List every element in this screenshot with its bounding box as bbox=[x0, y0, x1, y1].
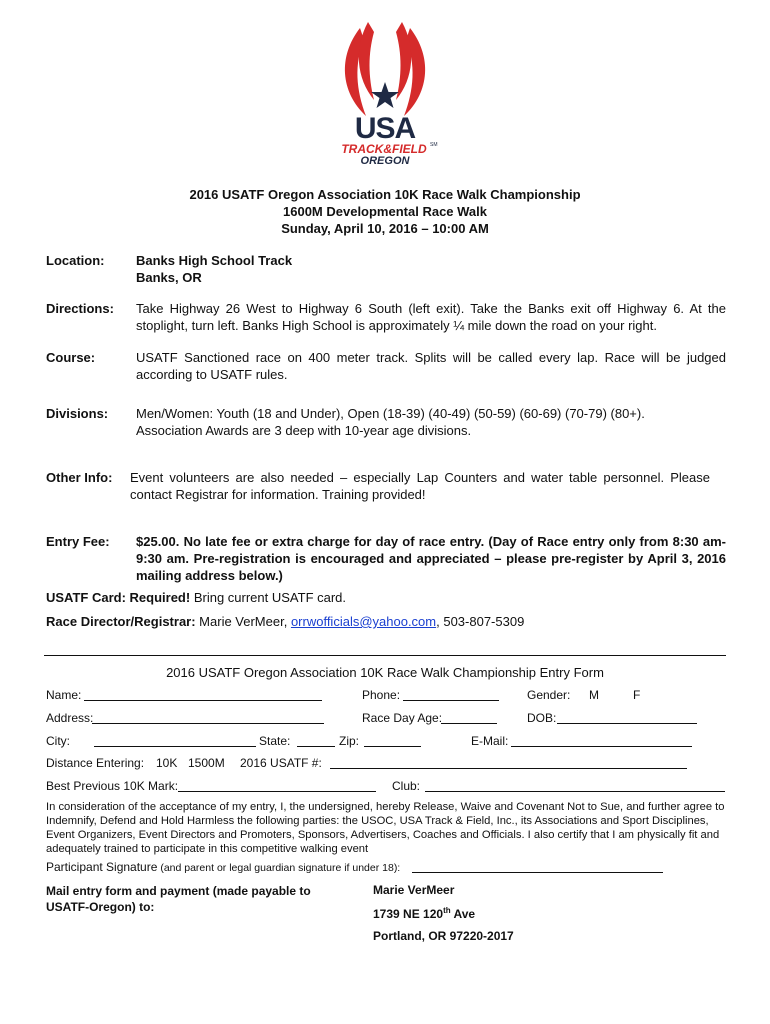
logo-oregon-text: OREGON bbox=[360, 155, 410, 167]
mail-street bbox=[373, 906, 475, 921]
phone-field[interactable] bbox=[403, 700, 499, 701]
dob-label: DOB: bbox=[527, 711, 557, 725]
page-title: 2016 USATF Oregon Association 10K Race Walk Championship bbox=[189, 187, 581, 202]
dob-field[interactable] bbox=[557, 723, 697, 724]
location-line-1: Banks High School Track bbox=[136, 253, 293, 268]
usatf-card-text: Bring current USATF card. bbox=[190, 590, 347, 605]
usatf-card-row bbox=[46, 590, 346, 605]
gender-label: Gender: bbox=[527, 688, 571, 702]
name-field[interactable] bbox=[84, 700, 322, 701]
usatf-card-label: USATF Card: Required! bbox=[46, 590, 191, 605]
divisions-line-2: Association Awards are 3 deep with 10-year age divisions. bbox=[136, 423, 472, 438]
email-field[interactable] bbox=[511, 746, 692, 747]
logo-sm-mark: SM bbox=[430, 142, 438, 148]
section-divider bbox=[44, 655, 726, 656]
mail-recipient-name: Marie VerMeer bbox=[373, 883, 455, 897]
gender-option-f[interactable]: F bbox=[633, 688, 641, 702]
event-date: Sunday, April 10, 2016 – 10:00 AM bbox=[281, 221, 489, 236]
state-label: State: bbox=[259, 734, 291, 748]
club-label: Club: bbox=[392, 779, 421, 793]
race-director-name: Marie VerMeer, bbox=[195, 614, 291, 629]
city-label: City: bbox=[46, 734, 70, 748]
directions-text: Take Highway 26 West to Highway 6 South (left exit). Take the Banks exit off Highway 6. At the stoplight, turn left. Banks High School is approximately ¼ mile down the road on your right. bbox=[136, 301, 726, 333]
page-subtitle: 1600M Developmental Race Walk bbox=[283, 204, 487, 219]
directions-label: Directions: bbox=[46, 301, 114, 316]
signature-field[interactable] bbox=[412, 872, 663, 873]
race-director-phone: , 503-807-5309 bbox=[436, 614, 525, 629]
logo-trackfield-text: TRACK&FIELD bbox=[341, 142, 427, 156]
signature-row bbox=[46, 860, 400, 874]
divisions-label: Divisions: bbox=[46, 406, 109, 421]
divisions-line-1: Men/Women: Youth (18 and Under), Open (18-39) (40-49) (50-59) (60-69) (70-79) (80+). bbox=[136, 406, 645, 421]
other-info-label: Other Info: bbox=[46, 470, 113, 485]
phone-label: Phone: bbox=[362, 688, 401, 702]
zip-label: Zip: bbox=[339, 734, 360, 748]
gender-option-m[interactable]: M bbox=[589, 688, 599, 702]
address-field[interactable] bbox=[92, 723, 324, 724]
waiver-text: In consideration of the acceptance of my entry, I, the undersigned, hereby Release, Waive and Covenant Not to Sue, and further agree to Indemnify, Defend and Hold Harmless the following parties: the USOC, USA Track & Field, Inc., its Associations and Sport Disciplines, Event Organizers, Event Directors and Promoters, Sponsors, Advertisers, Coaches and Officials. I also certify that I am physically fit and adequately trained to participate in this competitive walking event bbox=[46, 801, 725, 855]
state-field[interactable] bbox=[297, 746, 335, 747]
race-day-age-field[interactable] bbox=[441, 723, 497, 724]
usatf-number-label: 2016 USATF #: bbox=[240, 756, 322, 770]
race-director-row bbox=[46, 614, 524, 629]
distance-option-10k[interactable]: 10K bbox=[156, 756, 178, 770]
distance-label: Distance Entering: bbox=[46, 756, 145, 770]
entry-form-title: 2016 USATF Oregon Association 10K Race Walk Championship Entry Form bbox=[166, 665, 604, 680]
course-text: USATF Sanctioned race on 400 meter track. Splits will be called every lap. Race will be judged according to USATF rules. bbox=[136, 350, 726, 382]
address-label: Address: bbox=[46, 711, 94, 725]
city-field[interactable] bbox=[94, 746, 256, 747]
best-mark-label: Best Previous 10K Mark: bbox=[46, 779, 179, 793]
best-mark-field[interactable] bbox=[178, 791, 376, 792]
club-field[interactable] bbox=[425, 791, 725, 792]
location-label: Location: bbox=[46, 253, 105, 268]
distance-option-1500m[interactable]: 1500M bbox=[188, 756, 225, 770]
logo-usa-text: USA bbox=[354, 112, 416, 145]
race-director-label: Race Director/Registrar: bbox=[46, 614, 196, 629]
location-line-2: Banks, OR bbox=[136, 270, 202, 285]
entry-fee-label: Entry Fee: bbox=[46, 534, 110, 549]
usatf-oregon-logo bbox=[330, 18, 440, 170]
mail-street-ordinal: th bbox=[443, 906, 451, 915]
email-label: E-Mail: bbox=[471, 734, 509, 748]
course-label: Course: bbox=[46, 350, 96, 365]
name-label: Name: bbox=[46, 688, 82, 702]
signature-label: Participant Signature bbox=[46, 860, 158, 874]
mail-instructions: Mail entry form and payment (made payable to USATF-Oregon) to: bbox=[46, 884, 311, 914]
mail-city: Portland, OR 97220-2017 bbox=[373, 929, 514, 943]
registrar-email-link[interactable]: orrwofficials@yahoo.com bbox=[290, 614, 437, 629]
signature-note: (and parent or legal guardian signature if under 18): bbox=[157, 862, 401, 874]
usatf-number-field[interactable] bbox=[330, 768, 687, 769]
zip-field[interactable] bbox=[364, 746, 421, 747]
entry-fee-text: $25.00. No late fee or extra charge for day of race entry. (Day of Race entry only from 8:30 am-9:30 am. Pre-registration is encouraged and appreciated – please pre-register by April 3, 2016 mailing address below.) bbox=[136, 534, 726, 583]
other-info-text: Event volunteers are also needed – especially Lap Counters and water table personnel. Please contact Registrar for information. Training provided! bbox=[130, 470, 710, 502]
mail-street-number: 1739 NE 120 bbox=[373, 907, 444, 921]
race-day-age-label: Race Day Age: bbox=[362, 711, 443, 725]
mail-street-suffix: Ave bbox=[450, 907, 476, 921]
